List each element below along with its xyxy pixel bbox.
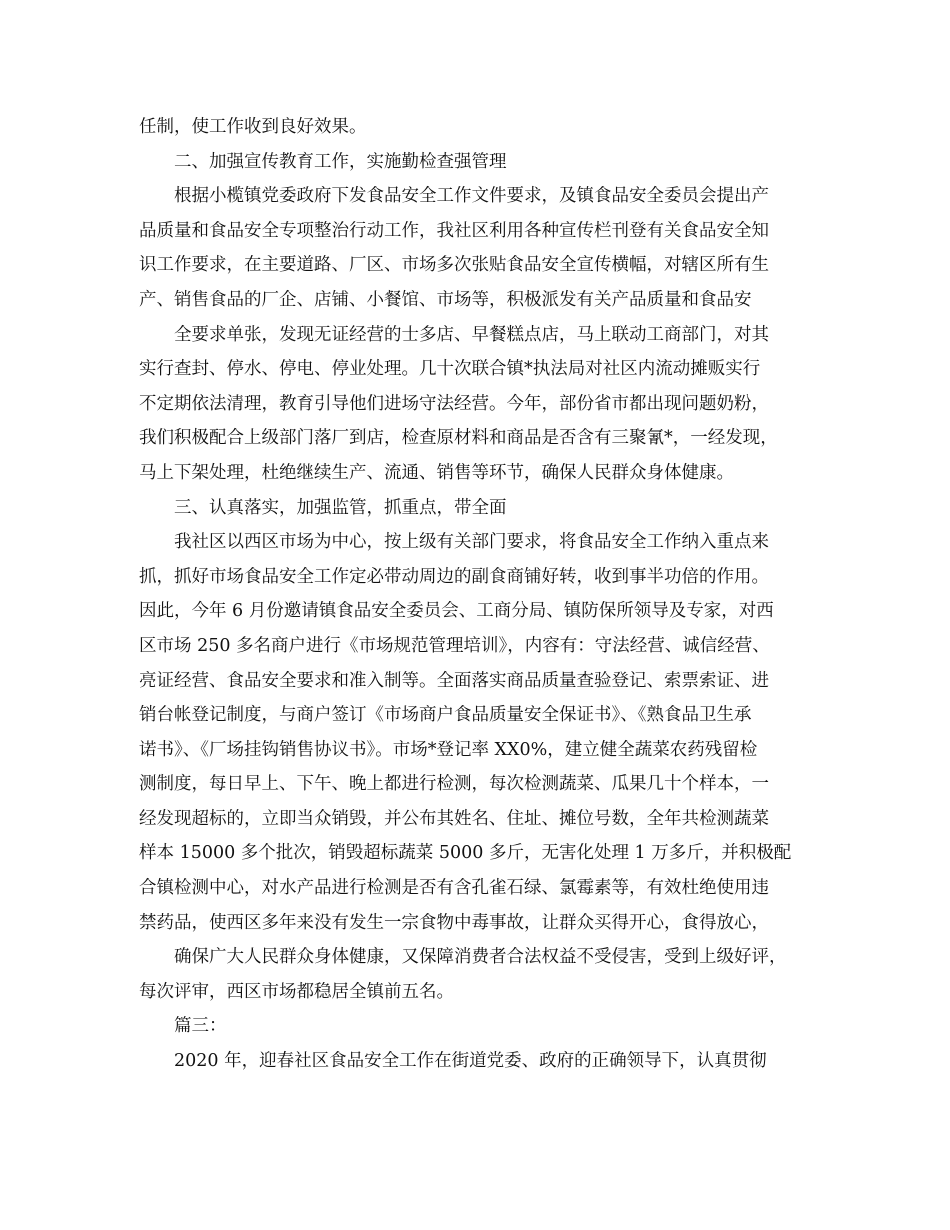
text-line: 我们积极配合上级部门落厂到店，检查原材料和商品是否含有三聚氰*，一经发现， [139,428,778,449]
text-line: 识工作要求，在主要道路、厂区、市场多次张贴食品安全宣传横幅，对辖区所有生 [139,255,769,276]
text-line: 马上下架处理，杜绝继续生产、流通、销售等环节，确保人民群众身体健康。 [139,462,734,483]
text-line: 任制，使工作收到良好效果。 [139,117,367,137]
text-line: 根据小榄镇党委政府下发食品安全工作文件要求，及镇食品安全委员会提出产 [174,186,769,207]
text-line: 我社区以西区市场为中心，按上级有关部门要求，将食品安全工作纳入重点来 [174,532,769,553]
text-line: 全要求单张，发现无证经营的士多店、早餐糕点店，马上联动工商部门，对其 [174,324,769,345]
text-line: 禁药品，使西区多年来没有发生一宗食物中毒事故，让群众买得开心，食得放心， [139,912,769,933]
text-line: 品质量和食品安全专项整治行动工作，我社区利用各种宣传栏刊登有关食品安全知 [139,220,769,241]
text-line: 销台帐登记制度，与商户签订《市场商户食品质量安全保证书》、《熟食品卫生承 [139,705,752,726]
text-line: 实行查封、停水、停电、停业处理。几十次联合镇*执法局对社区内流动摊贩实行 [139,359,761,380]
text-line: 二、加强宣传教育工作，实施勤检查强管理 [174,151,507,172]
text-line: 区市场 250 多名商户进行《市场规范管理培训》，内容有：守法经营、诚信经营、 [139,635,770,656]
text-line: 确保广大人民群众身体健康，又保障消费者合法权益不受侵害，受到上级好评， [174,947,787,968]
text-line: 2020 年，迎春社区食品安全工作在街道党委、政府的正确领导下，认真贯彻 [174,1051,767,1072]
text-line: 诺书》、《厂场挂钩销售协议书》。市场*登记率 XX0%，建立健全蔬菜农药残留检 [139,739,758,760]
text-line: 样本 15000 多个批次，销毁超标蔬菜 5000 多斤，无害化处理 1 万多斤，并积极配 [139,843,792,864]
text-line: 三、认真落实，加强监管，抓重点，带全面 [174,497,507,518]
text-line: 篇三： [174,1016,227,1037]
document-body [139,110,824,1079]
text-line: 每次评审，西区市场都稳居全镇前五名。 [139,981,454,1002]
text-line: 合镇检测中心，对水产品进行检测是否有含孔雀石绿、氯霉素等，有效杜绝使用违 [139,878,769,899]
text-line: 因此，今年 6 月份邀请镇食品安全委员会、工商分局、镇防保所领导及专家，对西 [139,601,774,622]
text-line: 测制度，每日早上、下午、晚上都进行检测，每次检测蔬菜、瓜果几十个样本，一 [139,774,769,795]
text-line: 抓，抓好市场食品安全工作定必带动周边的副食商铺好转，收到事半功倍的作用。 [139,566,769,587]
text-line: 经发现超标的，立即当众销毁，并公布其姓名、住址、摊位号数，全年共检测蔬菜 [139,808,769,829]
text-line: 产、销售食品的厂企、店铺、小餐馆、市场等，积极派发有关产品质量和食品安 [139,289,752,310]
text-line: 亮证经营、食品安全要求和准入制等。全面落实商品质量查验登记、索票索证、进 [139,670,769,691]
text-line: 不定期依法清理，教育引导他们进场守法经营。今年，部份省市都出现问题奶粉， [139,393,769,414]
